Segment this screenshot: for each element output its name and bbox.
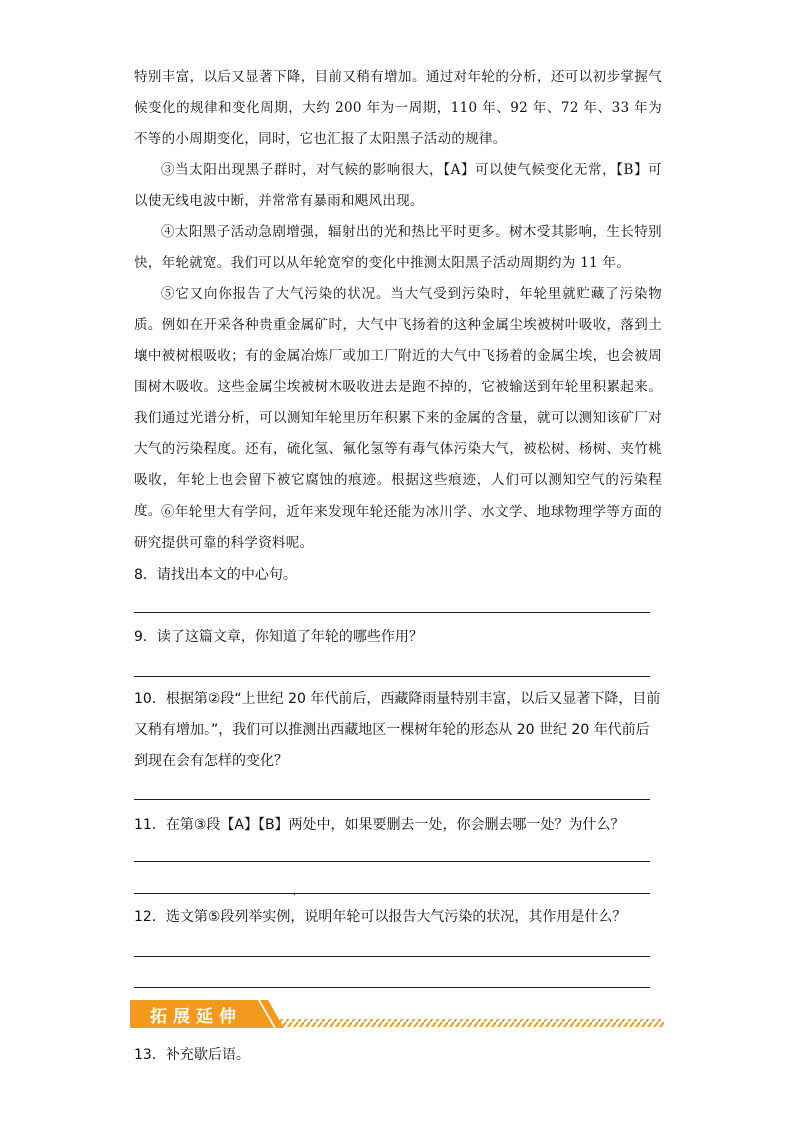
question-12: 12．选文第⑤段列举实例，说明年轮可以报告大气污染的状况，其作用是什么？ — [134, 909, 627, 925]
paragraph-5: ⑤它又向你报告了大气污染的状况。当大气受到污染时，年轮里就贮藏了污染物质。例如在开采各种贵重金属矿时，大气中飞扬着的这种金属尘埃被树叶吸收，落到土壤中被树根吸收；有的金属冶炼厂或加工厂附近的大气中飞扬着的金属尘埃，也会被周围树木吸收。这些金属尘埃被树木吸收进去是跑不掉的，它被输送到年轮里积累起来。我们通过光谱分析，可以测知年轮里历年积累下来的金属的含量，就可以测知该矿厂对大气的污染程度。还有，硫化氢、氟化氢等有毒气体污染大气，被松树、杨树、夹竹桃吸收，年轮上也会留下被它腐蚀的痕迹。根据这些痕迹，人们可以测知空气的污染程度。 — [134, 286, 662, 519]
paragraph-6: ⑥年轮里大有学问，近年来发现年轮还能为冰川学、水文学、地球物理学等方面的研究提供可靠的科学资料呢。 — [134, 504, 662, 551]
answer-line-q12-1[interactable] — [134, 956, 650, 957]
stray-mark: . — [293, 888, 296, 898]
question-11: 11．在第③段【A】【B】两处中，如果要删去一处，你会删去哪一处？为什么？ — [134, 817, 625, 833]
paragraph-4: ④太阳黑子活动急剧增强，辐射出的光和热比平时更多。树木受其影响，生长特别快，年轮就宽。我们可以从年轮宽窄的变化中推测太阳黑子活动周期约为 11 年。 — [134, 224, 662, 271]
banner-title: 拓展延伸 — [150, 1007, 242, 1027]
answer-line-q10[interactable] — [134, 799, 650, 800]
question-9: 9．读了这篇文章，你知道了年轮的哪些作用？ — [134, 629, 423, 645]
answer-line-q11-1[interactable] — [134, 861, 650, 862]
paragraph-2-continuation: 特别丰富，以后又显著下降，目前又稍有增加。通过对年轮的分析，还可以初步掌握气候变化的规律和变化周期，大约 200 年为一周期，110 年、92 年、72 年、33 年为不等的小周期变化，同时，它也汇报了太阳黑子活动的规律。 — [134, 69, 662, 147]
answer-line-q12-2[interactable] — [134, 987, 650, 988]
answer-line-q8[interactable] — [134, 612, 650, 613]
question-8: 8．请找出本文的中心句。 — [134, 567, 297, 583]
paragraph-3: ③当太阳出现黑子群时，对气候的影响很大，【A】可以使气候变化无常，【B】可以使无线电波中断，并常常有暴雨和飓风出现。 — [134, 162, 662, 209]
section-banner — [130, 998, 664, 1030]
answer-line-q11-2[interactable] — [134, 893, 650, 894]
answer-line-q9[interactable] — [134, 676, 650, 677]
question-13: 13．补充歇后语。 — [134, 1047, 250, 1063]
question-10: 10．根据第②段“上世纪 20 年代前后，西藏降雨量特别丰富，以后又显著下降，目前又稍有增加。”，我们可以推测出西藏地区一棵树年轮的形态从 20 世纪 20 年代前后到现在会有怎样的变化？ — [134, 691, 661, 769]
banner-stripe-rule — [280, 1019, 664, 1027]
